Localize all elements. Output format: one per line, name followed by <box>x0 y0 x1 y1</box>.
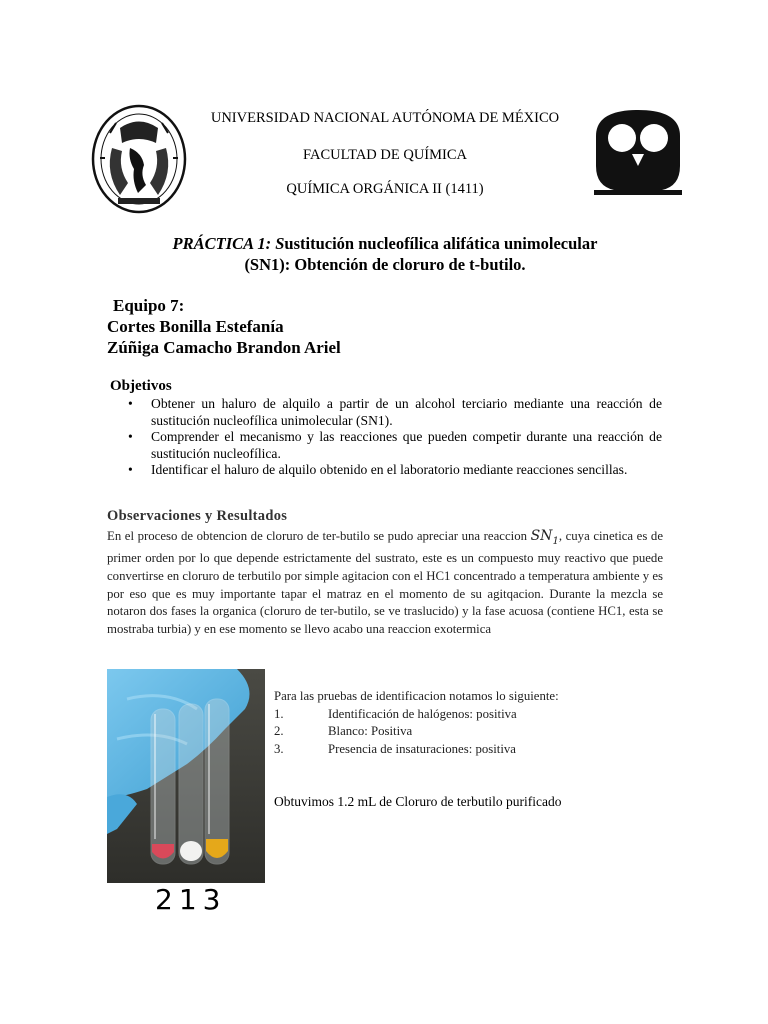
observations-text-after: , cuya cinetica es de primer orden por lo que depende estrictamente del sustrato, este es un compuesto muy reactivo que puede convertirse en cloruro de terbutilo por simple agitacion con el HC1 concentrado a temperatura ambiente y es por eso que es muy importante tapar el matraz en el momento de su agitqacion. Durante la mezcla se notaron dos fases la organica (cloruro de ter-butilo, se ve traslucido) y la fase acuosa (contiene HC1, esta se mostraba turbia) y en ese momento se llevo acabo una reaccion exotermica <box>107 529 663 636</box>
team-member: Zúñiga Camacho Brandon Ariel <box>107 338 341 357</box>
objective-item: • Identificar el haluro de alquilo obtenido en el laboratorio mediante reacciones sencillas. <box>126 462 662 479</box>
test-item: 3. Presencia de insaturaciones: positiva <box>274 741 516 756</box>
practice-title-line1: ustitución nucleofílica alifática unimolecular <box>284 234 598 253</box>
result-statement: Obtuvimos 1.2 mL de Cloruro de terbutilo purificado <box>274 794 562 809</box>
objective-item: • Obtener un haluro de alquilo a partir de un alcohol terciario mediante una reacción de sustitución nucleofílica unimolecular (SN1). <box>126 396 662 429</box>
handwritten-tube-labels: 213 <box>155 883 227 916</box>
observations-heading: Observaciones y Resultados <box>107 508 288 524</box>
tests-section <box>274 688 634 758</box>
university-name: UNIVERSIDAD NACIONAL AUTÓNOMA DE MÉXICO <box>210 110 560 126</box>
objectives-heading: Objetivos <box>110 378 172 394</box>
practice-title-line2: (SN1): Obtención de cloruro de t-butilo. <box>244 255 526 274</box>
observations-paragraph <box>107 528 663 638</box>
course-name: QUÍMICA ORGÁNICA II (1411) <box>286 181 484 197</box>
test-item: 1. Identificación de halógenos: positiva <box>274 706 517 721</box>
tests-intro: Para las pruebas de identificacion notamos lo siguiente: <box>274 689 559 703</box>
objective-item: • Comprender el mecanismo y las reacciones que pueden competir durante una reacción de sustitución nucleofílica. <box>126 429 662 462</box>
observations-text-before: En el proceso de obtencion de cloruro de ter-butilo se pudo apreciar una reaccion <box>107 529 531 543</box>
practice-title <box>110 233 660 275</box>
test-tubes-photo <box>107 669 265 883</box>
test-item: 2. Blanco: Positiva <box>274 724 413 739</box>
team-member: Cortes Bonilla Estefanía <box>107 317 284 336</box>
sn1-symbol: $SN_1$ <box>530 528 559 547</box>
practice-title-prefix: PRÁCTICA 1: S <box>172 234 285 253</box>
team-label: Equipo 7: <box>113 296 185 315</box>
faculty-name: FACULTAD DE QUÍMICA <box>303 147 467 163</box>
objectives-list <box>126 396 662 479</box>
